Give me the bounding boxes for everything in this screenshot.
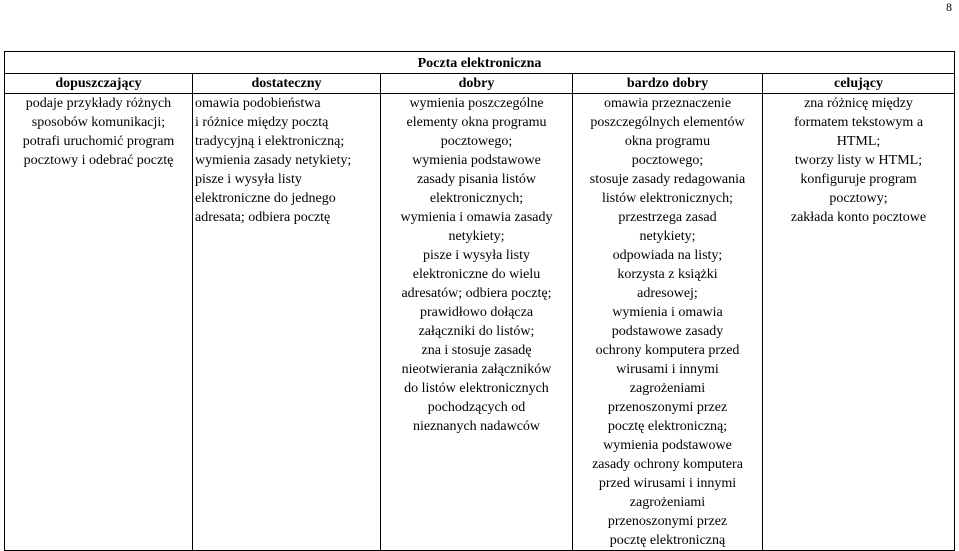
- page-number: 8: [946, 0, 952, 14]
- header-bardzo-dobry: bardzo dobry: [573, 74, 763, 94]
- header-dostateczny: dostateczny: [193, 74, 381, 94]
- requirements-table: [4, 51, 955, 551]
- header-celujacy: celujący: [763, 74, 955, 94]
- table-title: Poczta elektroniczna: [5, 52, 955, 74]
- header-dobry: dobry: [381, 74, 573, 94]
- cell-bardzo-dobry: omawia przeznaczenie poszczególnych elementów okna programu pocztowego; stosuje zasady redagowania listów elektronicznych; przestrzega zasad netykiety; odpowiada na listy; korzysta z książki adresowej; wymienia i omawia podstawowe zasady ochrony komputera przed wirusami i innymi zagrożeniami przenoszonymi przez pocztę elektroniczną; wymienia podstawowe zasady ochrony komputera przed wirusami i innymi zagrożeniami przenoszonymi przez pocztę elektroniczną: [573, 94, 763, 551]
- cell-dopuszczajacy: podaje przykłady różnych sposobów komunikacji; potrafi uruchomić program pocztowy i odebrać pocztę: [5, 94, 193, 551]
- cell-celujacy: zna różnicę między formatem tekstowym a HTML; tworzy listy w HTML; konfiguruje program pocztowy; zakłada konto pocztowe: [763, 94, 955, 551]
- cell-dostateczny: omawia podobieństwa i różnice między pocztą tradycyjną i elektroniczną; wymienia zasady netykiety; pisze i wysyła listy elektroniczne do jednego adresata; odbiera pocztę: [193, 94, 381, 551]
- cell-dobry: wymienia poszczególne elementy okna programu pocztowego; wymienia podstawowe zasady pisania listów elektronicznych; wymienia i omawia zasady netykiety; pisze i wysyła listy elektroniczne do wielu adresatów; odbiera pocztę; prawidłowo dołącza załączniki do listów; zna i stosuje zasadę nieotwierania załączników do listów elektronicznych pochodzących od nieznanych nadawców: [381, 94, 573, 551]
- header-dopuszczajacy: dopuszczający: [5, 74, 193, 94]
